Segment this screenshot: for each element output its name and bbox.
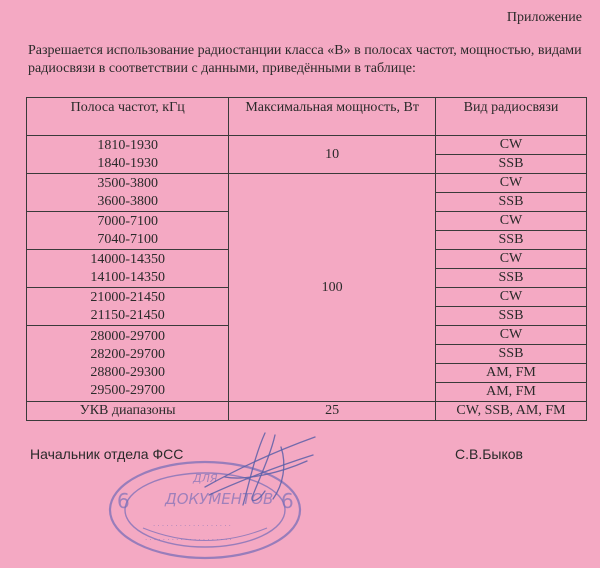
svg-text:ДЛЯ: ДЛЯ: [193, 472, 218, 485]
table-row: [27, 136, 587, 155]
band-value: 14100-14350: [90, 269, 166, 285]
mode-cell: CW: [435, 326, 586, 345]
signer-name: С.В.Быков: [455, 446, 523, 462]
band-cell: [27, 326, 229, 402]
mode-cell: SSB: [435, 345, 586, 364]
mode-cell: SSB: [435, 231, 586, 250]
band-value: 28800-29300: [90, 364, 166, 380]
frequency-table: [26, 97, 587, 421]
svg-text:ДОКУМЕНТОВ: ДОКУМЕНТОВ: [165, 490, 274, 508]
signature: [195, 425, 325, 520]
intro-paragraph: Разрешается использование радиостанции класса «В» в полосах частот, мощностью, видами радиосвязи в соответствии с данными, приведёнными в таблице:: [28, 43, 582, 76]
svg-text:· · · · · · · · · · · · · · ·: · · · · · · · · · · · · · · · · · · · ·: [145, 536, 232, 544]
table-row: [27, 402, 587, 421]
band-cell: [27, 250, 229, 288]
band-value: 21000-21450: [90, 289, 166, 305]
svg-text:6: 6: [117, 489, 130, 513]
band-cell: [27, 288, 229, 326]
svg-text:· · · · · · · · · · · · · · ·: · · · · · · · · · · · · · · · · · ·: [153, 522, 231, 530]
band-value: 7000-7100: [97, 213, 159, 229]
signature-icon: [195, 425, 325, 515]
mode-cell: SSB: [435, 193, 586, 212]
header-mode: Вид радиосвязи: [435, 98, 586, 136]
table-row: [27, 174, 587, 193]
band-cell: [27, 174, 229, 212]
band-cell: УКВ диапазоны: [27, 402, 229, 421]
mode-cell: AM, FM: [435, 383, 586, 402]
appendix-label: Приложение: [506, 10, 582, 25]
band-value: 3500-3800: [97, 175, 159, 191]
band-value: 1840-1930: [97, 155, 159, 171]
mode-cell: CW: [435, 250, 586, 269]
power-cell: 25: [229, 402, 436, 421]
band-value: 14000-14350: [90, 251, 166, 267]
band-cell: [27, 136, 229, 174]
band-cell: [27, 212, 229, 250]
header-power: Максимальная мощность, Вт: [229, 98, 436, 136]
mode-cell: CW: [435, 288, 586, 307]
band-value: 1810-1930: [97, 137, 159, 153]
power-cell: 100: [229, 174, 436, 402]
mode-cell: SSB: [435, 155, 586, 174]
band-value: 7040-7100: [97, 231, 159, 247]
mode-cell: CW: [435, 136, 586, 155]
band-value: 28200-29700: [90, 346, 166, 362]
mode-cell: SSB: [435, 269, 586, 288]
mode-cell: CW: [435, 174, 586, 193]
header-band: Полоса частот, кГц: [27, 98, 229, 136]
svg-text:6: 6: [281, 489, 294, 513]
mode-cell: SSB: [435, 307, 586, 326]
mode-cell: CW, SSB, AM, FM: [435, 402, 586, 421]
signer-position: Начальник отдела ФСС: [30, 446, 184, 462]
band-value: 29500-29700: [90, 382, 166, 398]
band-value: 3600-3800: [97, 193, 159, 209]
mode-cell: CW: [435, 212, 586, 231]
power-cell: 10: [229, 136, 436, 174]
mode-cell: AM, FM: [435, 364, 586, 383]
table-header-row: [27, 98, 587, 136]
band-value: 28000-29700: [90, 328, 166, 344]
band-value: 21150-21450: [90, 307, 165, 323]
